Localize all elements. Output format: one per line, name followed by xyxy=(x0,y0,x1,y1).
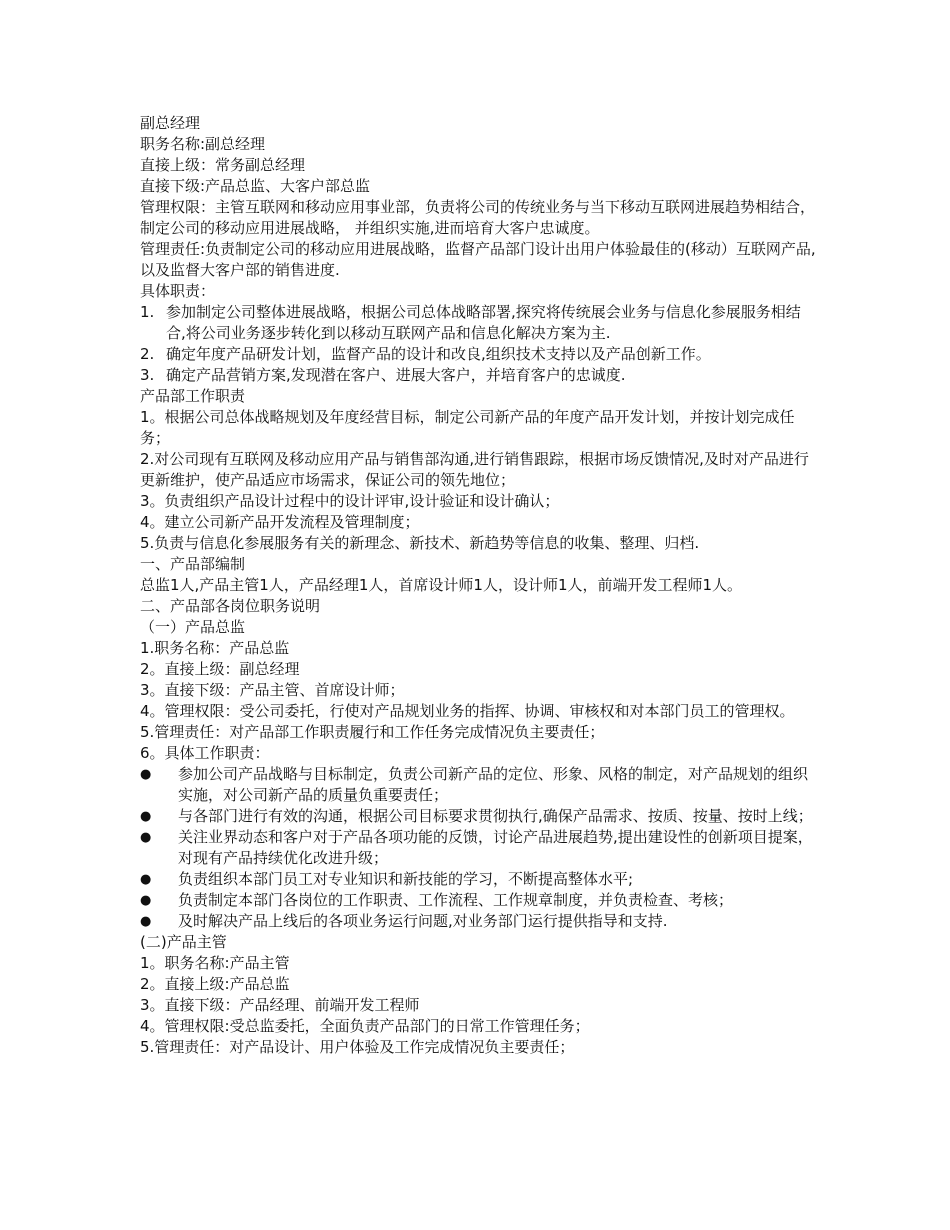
duty-text: 参加制定公司整体进展战略，根据公司总体战略部署,探究将传统展会业务与信息化参展服务相结合,将公司业务逐步转化到以移动互联网产品和信息化解决方案为主. xyxy=(166,303,801,342)
supervisor-item: 1。职务名称:产品主管 xyxy=(140,954,290,972)
bullet-icon: ● xyxy=(140,767,152,782)
doc-title: 副总经理 xyxy=(140,114,201,132)
job-name: 职务名称:副总经理 xyxy=(140,135,266,153)
bullet-icon: ● xyxy=(140,809,152,824)
duty-text: 确定产品营销方案,发现潜在客户、进展大客户，并培育客户的忠诚度. xyxy=(166,366,626,384)
dept-duties-heading: 产品部工作职责 xyxy=(140,387,246,405)
section-heading-staffing: 一、产品部编制 xyxy=(140,555,246,573)
director-bullet-item xyxy=(140,827,820,869)
director-item: 5.管理责任：对产品部工作职责履行和工作任务完成情况负主要责任； xyxy=(140,723,605,741)
dept-duty-item: 3。负责组织产品设计过程中的设计评审,设计验证和设计确认； xyxy=(140,492,560,510)
staffing-text: 总监1人,产品主管1人，产品经理1人，首席设计师1人，设计师1人，前端开发工程师1人。 xyxy=(140,576,743,594)
supervisor-heading: (二)产品主管 xyxy=(140,933,227,951)
director-item: 3。直接下级：产品主管、首席设计师； xyxy=(140,681,405,699)
director-bullet-item xyxy=(140,764,820,806)
bullet-text: 负责制定本部门各岗位的工作职责、工作流程、工作规章制度，并负责检查、考核； xyxy=(178,891,734,909)
supervisor-item: 3。直接下级：产品经理、前端开发工程师 xyxy=(140,996,420,1014)
duty-number: 1. xyxy=(140,303,155,321)
document-body xyxy=(140,113,820,1058)
bullet-text: 与各部门进行有效的沟通，根据公司目标要求贯彻执行,确保产品需求、按质、按量、按时上线； xyxy=(178,807,813,825)
direct-superior: 直接上级：常务副总经理 xyxy=(140,156,306,174)
duty-text: 确定年度产品研发计划，监督产品的设计和改良,组织技术支持以及产品创新工作。 xyxy=(166,345,711,363)
bullet-icon: ● xyxy=(140,893,152,908)
duty-item xyxy=(140,365,820,386)
dept-duty-item: 2.对公司现有互联网及移动应用产品与销售部沟通,进行销售跟踪，根据市场反馈情况,及时对产品进行更新维护，使产品适应市场需求，保证公司的领先地位； xyxy=(140,450,809,489)
bullet-icon: ● xyxy=(140,872,152,887)
director-item: 1.职务名称：产品总监 xyxy=(140,639,290,657)
management-responsibility: 管理责任:负责制定公司的移动应用进展战略，监督产品部门设计出用户体验最佳的(移动）互联网产品,以及监督大客户部的销售进度. xyxy=(140,240,816,279)
dept-duty-item: 5.负责与信息化参展服务有关的新理念、新技术、新趋势等信息的收集、整理、归档. xyxy=(140,534,700,552)
director-heading: （一）产品总监 xyxy=(140,618,246,636)
director-item: 6。具体工作职责： xyxy=(140,744,270,762)
bullet-icon: ● xyxy=(140,914,152,929)
director-bullet-item xyxy=(140,806,820,827)
duty-item xyxy=(140,302,820,344)
director-item: 2。直接上级：副总经理 xyxy=(140,660,300,678)
duty-item xyxy=(140,344,820,365)
director-bullet-item xyxy=(140,869,820,890)
bullet-text: 参加公司产品战略与目标制定，负责公司新产品的定位、形象、风格的制定，对产品规划的组织实施，对公司新产品的质量负重要责任； xyxy=(178,765,809,804)
bullet-text: 负责组织本部门员工对专业知识和新技能的学习，不断提高整体水平; xyxy=(178,870,634,888)
bullet-text: 及时解决产品上线后的各项业务运行问题,对业务部门运行提供指导和支持. xyxy=(178,912,668,930)
dept-duty-item: 4。建立公司新产品开发流程及管理制度； xyxy=(140,513,420,531)
bullet-icon: ● xyxy=(140,830,152,845)
duty-number: 2. xyxy=(140,345,155,363)
supervisor-item: 2。直接上级:产品总监 xyxy=(140,975,290,993)
duty-number: 3. xyxy=(140,366,155,384)
duties-heading: 具体职责： xyxy=(140,282,216,300)
supervisor-item: 5.管理责任：对产品设计、用户体验及工作完成情况负主要责任； xyxy=(140,1038,575,1056)
director-bullet-item xyxy=(140,911,820,932)
dept-duty-item: 1。根据公司总体战略规划及年度经营目标，制定公司新产品的年度产品开发计划，并按计划完成任务； xyxy=(140,408,795,447)
direct-subordinate: 直接下级:产品总监、大客户部总监 xyxy=(140,177,371,195)
section-heading-positions: 二、产品部各岗位职务说明 xyxy=(140,597,321,615)
supervisor-item: 4。管理权限:受总监委托，全面负责产品部门的日常工作管理任务； xyxy=(140,1017,590,1035)
director-item: 4。管理权限：受公司委托，行使对产品规划业务的指挥、协调、审核权和对本部门员工的管理权。 xyxy=(140,702,795,720)
management-authority: 管理权限：主管互联网和移动应用事业部，负责将公司的传统业务与当下移动互联网进展趋势相结合，制定公司的移动应用进展战略， 并组织实施,进而培育大客户忠诚度。 xyxy=(140,198,816,237)
director-bullet-item xyxy=(140,890,820,911)
bullet-text: 关注业界动态和客户对于产品各项功能的反馈，讨论产品进展趋势,提出建设性的创新项目提案，对现有产品持续优化改进升级； xyxy=(178,828,813,867)
